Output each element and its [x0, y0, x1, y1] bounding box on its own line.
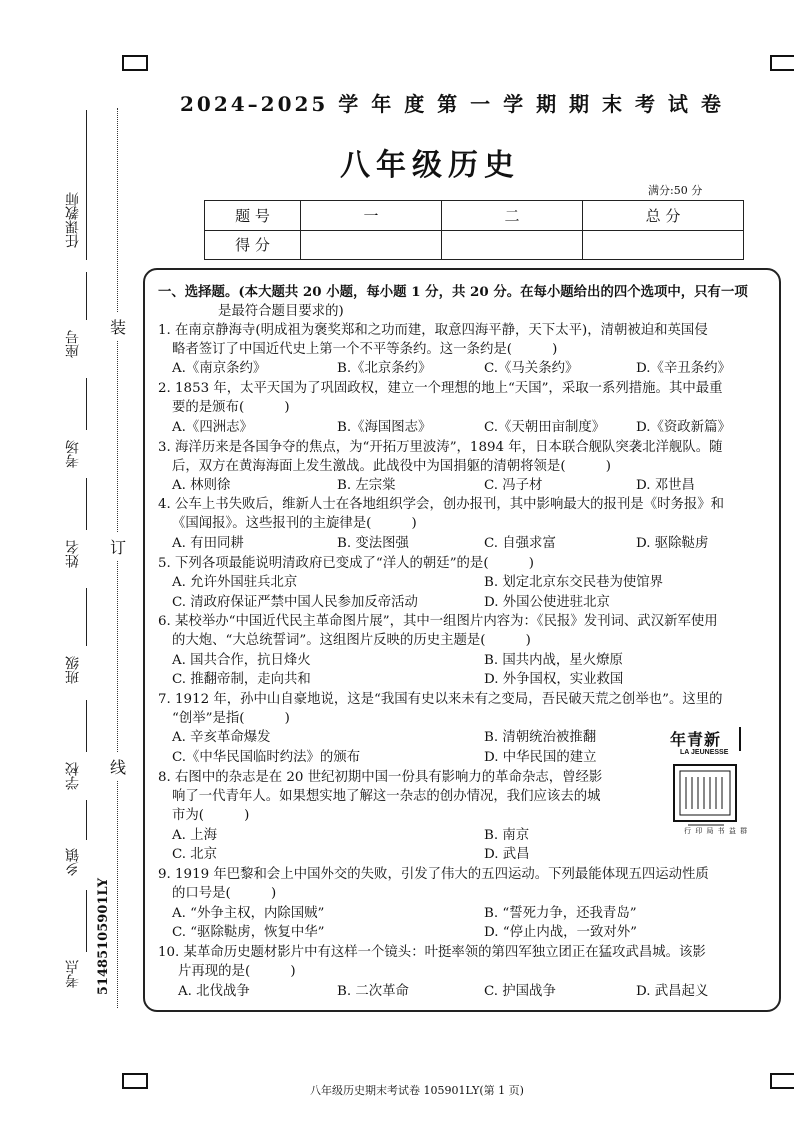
registration-mark-bottom-left	[122, 1073, 148, 1089]
q7-option-b: B. 清朝统治被推翻	[484, 730, 597, 745]
binding-char-zhuang: 装	[110, 312, 126, 341]
exam-title: 2024–2025 学 年 度 第 一 学 期 期 末 考 试 卷	[180, 92, 724, 116]
registration-mark-bottom-right	[770, 1073, 794, 1089]
question-5: 5. 下列各项最能说明清政府已变成了“洋人的朝廷”的是( )	[158, 556, 534, 571]
q7-option-a: A. 辛亥革命爆发	[172, 730, 271, 745]
town-line	[86, 800, 87, 840]
q5-option-b: B. 划定北京东交民巷为使馆界	[484, 575, 664, 590]
question-2: 2. 1853 年，太平天国为了巩固政权，建立一个理想的地上“天国”，采取一系列措施。其中最重	[158, 381, 723, 396]
teacher-label: 任课教师	[65, 192, 81, 248]
score-table-cell: 题 号	[205, 201, 301, 231]
q4-option-d: D. 驱除鞑虏	[636, 536, 709, 551]
full-score-note: 满分:50 分	[648, 184, 703, 197]
magazine-subtitle: LA JEUNESSE	[680, 749, 729, 756]
q2-option-c: C.《天朝田亩制度》	[484, 420, 606, 435]
question-4: 4. 公车上书失败后，维新人士在各地组织学会，创办报刊，其中影响最大的报刊是《时务报》和	[158, 497, 725, 512]
q8-option-d: D. 武昌	[484, 847, 530, 862]
question-7-cont: “创举”是指( )	[172, 711, 290, 726]
q4-option-a: A. 有田同耕	[172, 536, 244, 551]
question-9-cont: 的口号是( )	[172, 886, 277, 901]
question-1-cont: 略者签订了中国近代史上第一个不平等条约。这一条约是( )	[172, 342, 558, 357]
section-heading: 一、选择题。(本大题共 20 小题，每小题 1 分，共 20 分。在每小题给出的四个选项中，只有一项	[158, 284, 748, 300]
q9-option-d: D. “停止内战，一致对外”	[484, 925, 637, 940]
q3-option-d: D. 邓世昌	[636, 478, 695, 493]
q6-option-a: A. 国共合作，抗日烽火	[172, 653, 311, 668]
question-10: 10. 某革命历史题材影片中有这样一个镜头：叶挺率领的第四军独立团正在猛攻武昌城。该影	[158, 945, 706, 960]
question-8: 8. 右图中的杂志是在 20 世纪初期中国一份具有影响力的革命杂志，曾经影	[158, 770, 603, 785]
q10-option-a: A. 北伐战争	[178, 984, 250, 999]
subject-title: 八年级历史	[340, 148, 520, 183]
binding-char-ding: 订	[110, 532, 126, 561]
class-line	[86, 588, 87, 646]
q9-option-a: A. “外争主权，内除国贼”	[172, 906, 325, 921]
question-3-cont: 后，双方在黄海海面上发生激战。此战役中为国捐躯的清朝将领是( )	[172, 459, 611, 474]
q8-option-a: A. 上海	[172, 828, 217, 843]
exam-site-label: 考点	[65, 960, 81, 988]
question-6: 6. 某校举办“中国近代民主革命图片展”，其中一组图片内容为：《民报》发刊词、武汉新军使用	[158, 614, 718, 629]
q2-option-a: A.《四洲志》	[172, 420, 253, 435]
q6-option-c: C. 推翻帝制，走向共和	[172, 672, 311, 687]
q6-option-b: B. 国共内战，星火燎原	[484, 653, 623, 668]
question-3: 3. 海洋历来是各国争夺的焦点，为“开拓万里波涛”，1894 年，日本联合舰队突袭北洋舰队。随	[158, 440, 723, 455]
score-table-score-row	[205, 230, 744, 260]
q7-option-c: C.《中华民国临时约法》的颁布	[172, 750, 361, 765]
seat-line	[86, 272, 87, 320]
question-2-cont: 要的是颁布( )	[172, 400, 290, 415]
town-label: 乡镇	[65, 848, 81, 876]
question-7: 7. 1912 年，孙中山自豪地说，这是“我国有史以来未有之变局，吾民破天荒之创举也”。这里的	[158, 692, 723, 707]
q5-option-d: D. 外国公使进驻北京	[484, 595, 610, 610]
question-8-cont: 响了一代青年人。如果想实地了解这一杂志的创办情况，我们应该去的城	[172, 789, 601, 804]
name-line	[86, 478, 87, 530]
score-table-cell	[442, 230, 583, 260]
q1-option-d: D.《辛丑条约》	[636, 361, 731, 376]
score-table-cell: 二	[442, 201, 583, 231]
q2-option-d: D.《资政新篇》	[636, 420, 731, 435]
class-label: 班级	[65, 656, 81, 684]
q10-option-b: B. 二次革命	[337, 984, 409, 999]
score-table-cell: 一	[301, 201, 442, 231]
q4-option-b: B. 变法图强	[337, 536, 409, 551]
school-line	[86, 700, 87, 752]
score-table-cell: 总 分	[583, 201, 744, 231]
q3-option-c: C. 冯子材	[484, 478, 543, 493]
q1-option-c: C.《马关条约》	[484, 361, 579, 376]
question-4-cont: 《国闻报》。这些报刊的主旋律是( )	[172, 516, 417, 531]
q3-option-b: B. 左宗棠	[337, 478, 396, 493]
registration-mark-top-right	[770, 55, 794, 71]
q10-option-c: C. 护国战争	[484, 984, 556, 999]
q7-option-d: D. 中华民国的建立	[484, 750, 597, 765]
q1-option-b: B.《北京条约》	[337, 361, 432, 376]
q10-option-d: D. 武昌起义	[636, 984, 709, 999]
question-9: 9. 1919 年巴黎和会上中国外交的失败，引发了伟大的五四运动。下列最能体现五四运动性质	[158, 867, 709, 882]
score-table-cell	[583, 230, 744, 260]
seat-label: 座号	[65, 330, 81, 358]
question-6-cont: 的大炮、“大总统誓词”。这组图片反映的历史主题是( )	[172, 633, 531, 648]
q5-option-a: A. 允许外国驻兵北京	[172, 575, 298, 590]
name-label: 姓名	[65, 540, 81, 568]
section-heading-cont: 是最符合题目要求的)	[218, 304, 344, 319]
exam-room-label: 考场	[65, 440, 81, 468]
magazine-publisher: 行 印 局 书 益 群	[684, 827, 749, 835]
magazine-title: 年青新	[670, 730, 722, 749]
q3-option-a: A. 林则徐	[172, 478, 231, 493]
score-table-cell	[301, 230, 442, 260]
exam-room-line	[86, 378, 87, 430]
q4-option-c: C. 自强求富	[484, 536, 556, 551]
score-table-cell: 得 分	[205, 230, 301, 260]
question-1: 1. 在南京静海寺(明成祖为褒奖郑和之功而建，取意四海平静，天下太平)，清朝被迫和英国侵	[158, 323, 708, 338]
score-table	[204, 200, 744, 260]
registration-mark-top-left	[122, 55, 148, 71]
q1-option-a: A.《南京条约》	[172, 361, 267, 376]
q5-option-c: C. 清政府保证严禁中国人民参加反帝活动	[172, 595, 418, 610]
question-8-cont2: 市为( )	[172, 808, 250, 823]
score-table-header-row	[205, 201, 744, 231]
q6-option-d: D. 外争国权，实业救国	[484, 672, 624, 687]
school-label: 学校	[65, 762, 81, 790]
exam-site-line	[86, 890, 87, 952]
paper-code: 5148510590​1LY	[96, 878, 111, 996]
q8-option-b: B. 南京	[484, 828, 530, 843]
q9-option-c: C. “驱除鞑虏，恢复中华”	[172, 925, 325, 940]
q2-option-b: B.《海国图志》	[337, 420, 432, 435]
q9-option-b: B. “誓死力争，还我青岛”	[484, 906, 637, 921]
binding-char-xian: 线	[110, 752, 126, 781]
q8-option-c: C. 北京	[172, 847, 218, 862]
teacher-line	[86, 110, 87, 260]
question-10-cont: 片再现的是( )	[178, 964, 296, 979]
page-footer: 八年级历史期末考试卷 105901LY(第 1 页)	[310, 1084, 524, 1097]
